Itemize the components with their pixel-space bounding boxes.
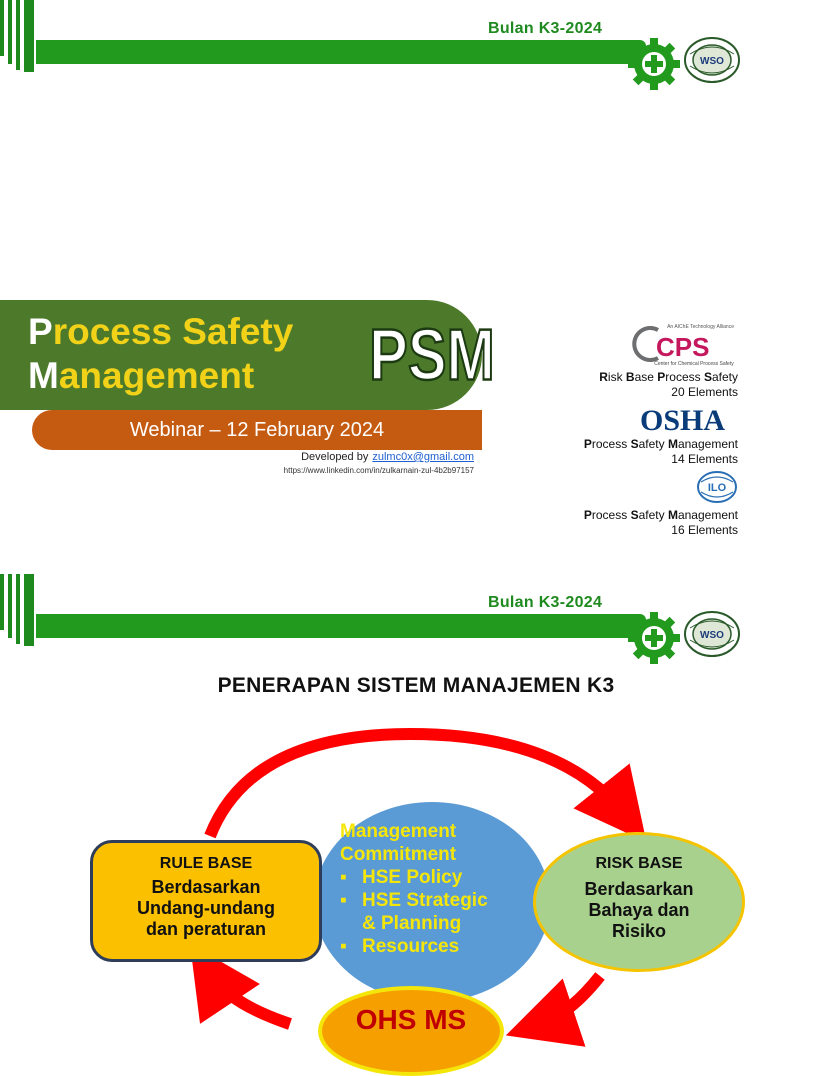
standard-osha [584,437,738,467]
word: rocess [665,370,704,384]
standard-ilo [584,508,738,538]
word: ase [634,370,658,384]
standard-elements: 14 Elements [671,452,738,466]
word: anagement [677,508,738,522]
header-title: Bulan K3-2024 [488,594,603,611]
header-bar [36,614,646,638]
word: afety [638,508,668,522]
title-rest: anagement [58,355,255,396]
slide-title [28,310,293,398]
list-item: ▪ Resources [340,935,488,958]
gear-plus-icon [626,610,682,666]
initial: M [667,508,678,522]
ccps-logo [636,320,736,368]
wso-seal-icon [684,610,740,658]
seal-text: WSO [700,630,724,641]
risk-base-line: Berdasarkan [584,879,694,899]
slide-title [0,0,768,560]
wso-seal-icon [684,36,740,84]
header-title: Bulan K3-2024 [488,20,603,37]
management-commitment [340,820,488,958]
word: rocess [591,508,631,522]
standard-elements: 16 Elements [671,523,738,537]
ccps-logo-text: CPS [656,332,710,362]
initial: S [630,437,639,451]
developed-by-label: Developed by [301,451,369,463]
standard-name [584,508,738,523]
header-stripe [16,574,22,644]
rule-base-body [93,877,319,940]
list-item-text: & Planning [362,913,462,934]
title-line-2 [28,354,293,398]
standard-ccps [599,370,738,400]
osha-logo-text: OSHA [640,404,726,437]
rule-base-box [90,840,322,962]
initial: M [667,437,678,451]
word: afety [638,437,668,451]
header-stripe [0,574,6,630]
word: anagement [677,437,738,451]
header-stripe [24,0,36,72]
developer-email-link[interactable]: zulmc0x@gmail.com [372,451,474,463]
rule-base-line: Undang-undang [137,898,275,918]
header-stripe [16,0,22,70]
header-stripe [8,574,14,638]
ohs-ms-ellipse: OHS MS [318,986,504,1076]
management-list [340,866,488,958]
risk-base-heading: RISK BASE [595,855,683,872]
osha-logo [640,402,738,436]
list-item [340,889,488,935]
header-stripe [24,574,36,646]
risk-base-ellipse [533,832,745,972]
risk-base-line: Bahaya dan [588,900,690,920]
ccps-tagline: An AIChE Technology Alliance [667,324,734,330]
word: rocess [591,437,631,451]
word: afety [711,370,738,384]
ilo-logo [696,470,738,504]
standard-elements: 20 Elements [671,385,738,399]
initial: S [630,508,639,522]
slide-smk3 [0,574,768,1035]
standard-name [599,370,738,385]
rule-base-heading: RULE BASE [159,855,253,872]
developed-by [230,451,474,463]
title-initial: M [28,355,59,396]
psm-badge-text: PSM [369,314,495,396]
slide-title: PENERAPAN SISTEM MANAJEMEN K3 [217,674,615,697]
left-arrow [210,974,290,1024]
standard-name [584,437,738,452]
title-rest: rocess Safety [52,311,294,352]
management-line: Management [340,821,457,842]
management-line: Commitment [340,844,457,865]
title-line-1 [28,310,293,354]
initial: P [657,370,666,384]
word: isk [607,370,626,384]
psm-badge [369,306,495,406]
risk-base-line: Risiko [611,921,667,941]
ilo-logo-text: ILO [707,482,727,494]
title-initial: P [28,311,53,352]
ccps-subtitle: Center for Chemical Process Safety [654,361,734,367]
initial: P [583,508,592,522]
initial: P [583,437,592,451]
initial: S [703,370,712,384]
gear-plus-icon [626,36,682,92]
list-item-text: HSE Strategic [362,890,488,911]
initial: R [599,370,608,384]
header-stripe [8,0,14,64]
risk-base-body [536,879,742,942]
rule-base-line: Berdasarkan [151,877,261,897]
right-arrow [540,976,600,1024]
header-bar [36,40,646,64]
initial: B [625,370,635,384]
list-item: ▪ HSE Policy [340,866,488,889]
header-stripe [0,0,6,56]
linkedin-url[interactable]: https://www.linkedin.com/in/zulkarnain-zul-4b2b97157 [283,466,474,475]
rule-base-line: dan peraturan [145,919,267,939]
seal-text: WSO [700,56,724,67]
webinar-banner: Webinar – 12 February 2024 [32,410,482,450]
